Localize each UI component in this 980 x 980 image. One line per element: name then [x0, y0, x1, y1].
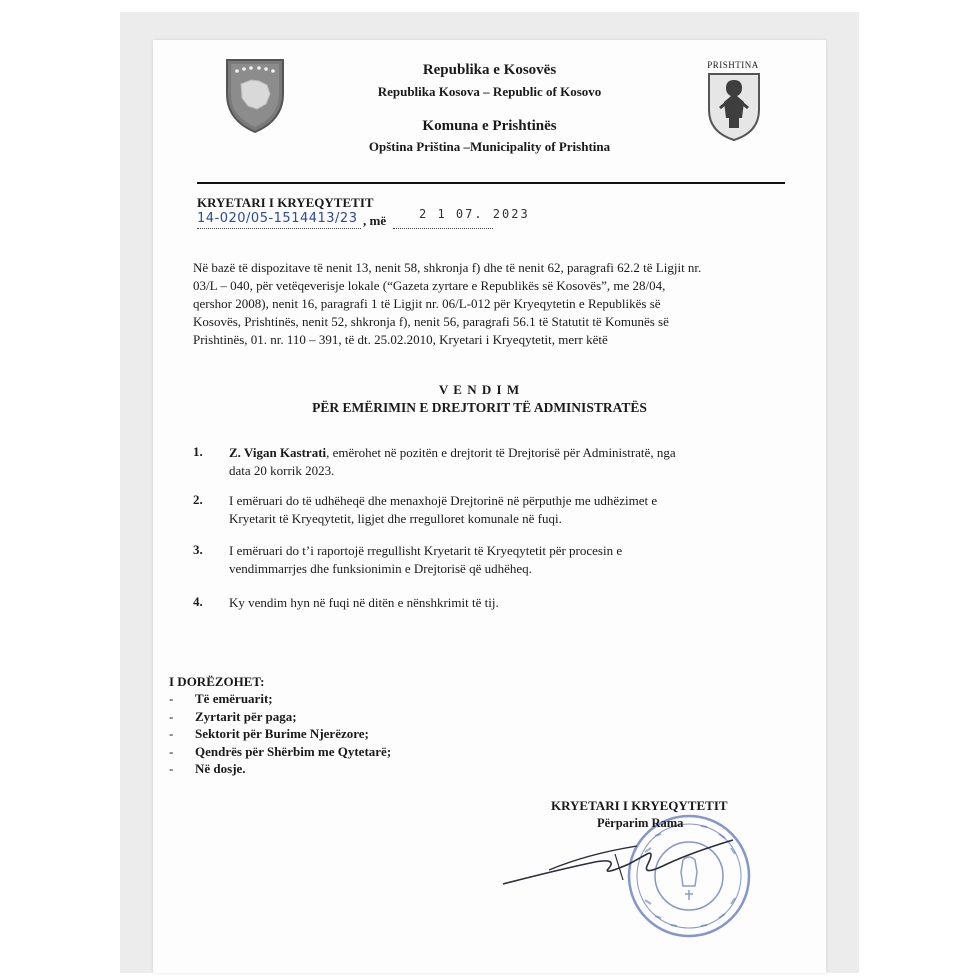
item-number: 1.	[193, 444, 203, 459]
list-item	[169, 760, 391, 778]
item-text-line: I emëruari do t’i raportojë rregullisht Kryetarit të Kryeqytetit për procesin e	[229, 543, 623, 558]
list-dash: -	[169, 691, 174, 706]
list-dash: -	[169, 708, 174, 724]
preamble-line: qershor 2008), nenit 16, paragrafi 1 të Ligjit nr. 06/L-012 për Kryeqytetin e Republikës së	[193, 296, 661, 311]
distribution-heading: I DORËZOHET:	[169, 674, 265, 689]
list-dash: -	[169, 761, 174, 776]
item-number: 2.	[193, 492, 203, 507]
list-item-text: Qendrës për Shërbim me Qytetarë;	[195, 743, 392, 759]
municipality-name-multilingual: Opština Priština –Municipality of Prishtina	[368, 139, 611, 154]
item-text-line: Ky vendim hyn në fuqi në ditën e nënshkrimit të tij.	[229, 595, 499, 610]
decision-item-1	[229, 444, 777, 480]
decision-item-2	[229, 492, 777, 528]
protocol-number: 14-020/05-1514413/23	[197, 211, 358, 226]
date-stamp: 2 1 07. 2023	[419, 207, 530, 221]
issuing-office: KRYETARI I KRYEQYTETIT	[197, 195, 374, 210]
list-item	[169, 690, 391, 708]
signatory-name: Përparim Rama	[597, 816, 684, 830]
item-number: 4.	[193, 594, 203, 609]
item-number: 3.	[193, 542, 203, 557]
item-text-line: vendimmarrjes dhe funksionimin e Drejtorisë që udhëheq.	[229, 561, 532, 576]
item-text-line: , emërohet në pozitën e drejtorit të Drejtorisë për Administratë, nga	[326, 445, 676, 460]
prishtina-emblem-caption: PRISHTINA	[707, 60, 759, 70]
item-text-line: I emëruari do të udhëheqë dhe menaxhojë Drejtorinë në përputhje me udhëzimet e	[229, 493, 658, 508]
document-page	[153, 40, 826, 973]
list-item-text: Zyrtarit për paga;	[195, 708, 297, 724]
decision-title: V E N D I M	[438, 382, 521, 397]
item-text-line: data 20 korrik 2023.	[229, 463, 335, 478]
preamble-line: 03/L – 040, për vetëqeverisje lokale (“Gazeta zyrtare e Republikës së Kosovës”, me 28/04,	[193, 278, 666, 293]
appointee-name: Z. Vigan Kastrati	[229, 445, 327, 460]
preamble-line: Në bazë të dispozitave të nenit 13, nenit 58, shkronja f) dhe të nenit 62, paragrafi 62.2 të Ligjit nr.	[193, 260, 702, 275]
country-name-multilingual: Republika Kosova – Republic of Kosovo	[377, 84, 602, 99]
list-item	[169, 725, 391, 743]
municipality-name: Komuna e Prishtinës	[422, 118, 557, 134]
header-divider	[197, 182, 785, 184]
list-item-text: Në dosje.	[195, 761, 246, 776]
protocol-number-underline	[197, 228, 361, 229]
list-item-text: Të emëruarit;	[195, 691, 273, 706]
list-item	[169, 708, 391, 726]
signatory-title: KRYETARI I KRYEQYTETIT	[551, 798, 728, 813]
date-underline	[393, 228, 493, 229]
list-item-text: Sektorit për Burime Njerëzore;	[195, 726, 369, 741]
list-dash: -	[169, 726, 174, 741]
decision-item-3	[229, 542, 777, 578]
date-label: , më	[363, 213, 387, 228]
item-text-line: Kryetarit të Kryeqytetit, ligjet dhe rregulloret komunale në fuqi.	[229, 511, 562, 526]
decision-item-4	[229, 594, 777, 612]
decision-subtitle: PËR EMËRIMIN E DREJTORIT TË ADMINISTRATËS	[312, 400, 647, 415]
distribution-list	[169, 690, 391, 778]
country-name: Republika e Kosovës	[422, 62, 557, 78]
list-item	[169, 743, 391, 761]
list-dash: -	[169, 743, 174, 759]
preamble-line: Kosovës, Prishtinës, nenit 52, shkronja f), nenit 56, paragrafi 56.1 të Statutit të Komunës së	[193, 314, 669, 329]
preamble-line: Prishtinës, 01. nr. 110 – 391, të dt. 25.02.2010, Kryetari i Kryeqytetit, merr këtë	[193, 332, 608, 347]
handwritten-signature	[497, 824, 745, 894]
